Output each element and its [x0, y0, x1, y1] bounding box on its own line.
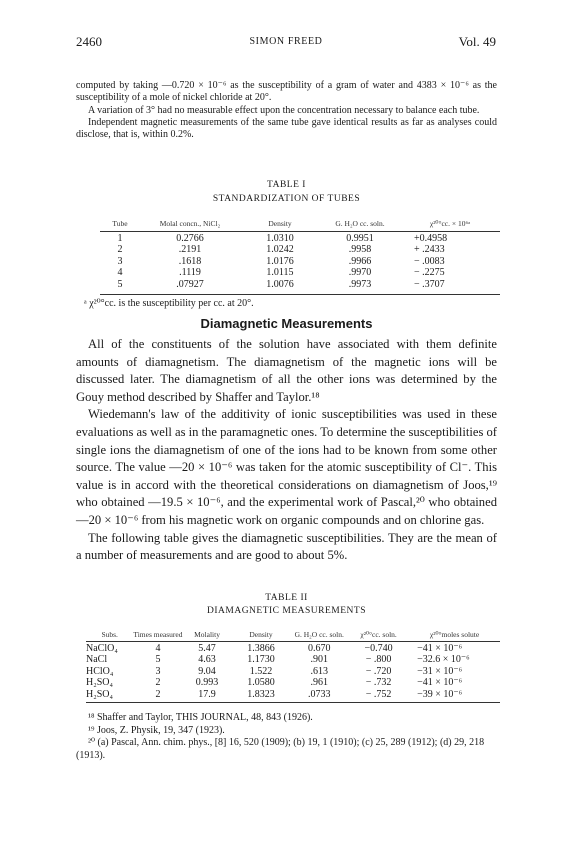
intro-paragraph-3: Independent magnetic measurements of the same tube gave identical results as far as analyses could disclose, that is, within 0.2%.: [76, 116, 497, 141]
table2-header-row: [86, 617, 500, 639]
page-number: 2460: [76, 34, 102, 49]
table1-cell: .2191: [178, 244, 202, 256]
table1-cell: 1.0242: [266, 244, 294, 256]
table2-cell: 1.1730: [247, 654, 275, 666]
volume-number: Vol. 49: [458, 34, 496, 49]
table2-cell: 1.522: [249, 665, 273, 677]
table2-row: [86, 643, 500, 654]
footnote-19: ¹⁹ Joos, Z. Physik, 19, 347 (1923).: [88, 724, 225, 736]
table2-cell: −0.740: [364, 643, 393, 654]
table1-cell: 1: [117, 233, 123, 244]
table1-header-cell: Tube: [112, 219, 128, 228]
table2-cell: 3: [155, 665, 161, 677]
table2-cell: −32.6 × 10⁻⁶: [417, 654, 470, 666]
table2-row: [86, 677, 500, 688]
table1-header-cell: Density: [268, 219, 292, 228]
table2-cell: 4: [155, 643, 161, 654]
table2: [86, 617, 500, 700]
table2-cell: 9.04: [198, 665, 216, 677]
table1-cell: .1618: [178, 255, 202, 267]
table2-cell: 2: [155, 688, 161, 700]
table1-header-rule: [100, 231, 500, 232]
table2-cell: 0.993: [195, 677, 219, 689]
table1-footnote: ᵃ χ²⁰°cc. is the susceptibility per cc. at 20°.: [84, 298, 254, 309]
table2-cell: − .752: [365, 688, 392, 700]
table1-cell: − .2275: [414, 267, 445, 279]
table1-cell: 3: [117, 255, 123, 267]
table2-header-cell: Times measured: [133, 630, 183, 639]
table2-row: [86, 654, 500, 665]
running-header: [76, 34, 496, 52]
table1-caption: STANDARDIZATION OF TUBES: [212, 194, 361, 204]
intro-paragraph-1: computed by taking —0.720 × 10⁻⁶ as the susceptibility of a gram of water and 4383 × 10⁻⁶ as the susceptibility of a mole of nickel chloride at 20°.: [76, 80, 497, 104]
table1-cell: 0.2766: [176, 233, 204, 244]
table1-cell: 4: [117, 267, 123, 279]
table1-header-row: [100, 206, 500, 228]
table2-header-cell: G. H₂O cc. soln.: [294, 630, 344, 639]
table2-cell: .961: [310, 677, 328, 689]
table1-header-cell: χ²⁰°cc. × 10⁶ᵃ: [429, 219, 471, 228]
table2-header-cell: Subs.: [101, 630, 118, 639]
footnote-18: ¹⁸ Shaffer and Taylor, THIS JOURNAL, 48, 843 (1926).: [88, 712, 313, 723]
table1-cell: + .2433: [414, 244, 445, 256]
table2-cell: − .800: [365, 654, 392, 666]
footnotes: [76, 712, 497, 762]
table1-cell: 0.9951: [346, 233, 374, 244]
table2-header-cell: Density: [249, 630, 273, 639]
table1-row: [100, 279, 500, 290]
table2-cell: 1.0580: [247, 677, 275, 689]
table1: [100, 206, 500, 290]
table2-cell: HClO₄: [86, 665, 114, 677]
table1-cell: 1.0310: [266, 233, 294, 244]
body-text: [76, 336, 497, 565]
table1-cell: .9966: [348, 255, 372, 267]
table1-cell: 1.0076: [266, 278, 294, 290]
table1-cell: .1119: [179, 267, 201, 279]
table2-cell: H₂SO₄: [86, 688, 113, 700]
table2-cell: 1.8323: [247, 688, 275, 700]
table1-cell: .9958: [348, 244, 372, 256]
table2-header-cell: χ²⁰°moles solute: [429, 630, 480, 639]
table2-cell: −41 × 10⁻⁶: [417, 677, 463, 689]
table1-header-cell: Molal concn., NiCl₂: [159, 219, 221, 228]
footnote-20: ²⁰ (a) Pascal, Ann. chim. phys., [8] 16, 520 (1909); (b) 19, 1 (1910); (c) 25, 289 (1912); (d) 29, 218 (1913).: [76, 737, 485, 761]
table1-row: [100, 256, 500, 267]
table1-cell: − .0083: [414, 255, 445, 267]
table1-cell: +0.4958: [414, 233, 448, 244]
table2-cell: NaClO₄: [86, 643, 118, 654]
table1-row: [100, 267, 500, 278]
table1-cell: .07927: [176, 278, 204, 290]
table2-cell: 1.3866: [247, 643, 275, 654]
table2-header-rule: [86, 641, 500, 642]
table1-cell: 5: [117, 278, 123, 290]
table1-cell: 1.0115: [266, 267, 294, 279]
table2-cell: − .720: [365, 665, 392, 677]
table2-row: [86, 689, 500, 700]
table1-row: [100, 244, 500, 255]
table1-cell: 1.0176: [266, 255, 294, 267]
table2-cell: −31 × 10⁻⁶: [417, 665, 463, 677]
table2-bottom-rule: [86, 702, 500, 703]
table2-cell: 2: [155, 677, 161, 689]
table2-header-cell: χ²⁰°cc. soln.: [360, 630, 397, 639]
table1-cell: .9973: [348, 278, 372, 290]
table1-cell: − .3707: [414, 278, 445, 290]
table2-caption: DIAMAGNETIC MEASUREMENTS: [207, 606, 366, 616]
table2-cell: .0733: [307, 688, 331, 700]
table2-cell: −39 × 10⁻⁶: [417, 688, 463, 700]
table2-cell: −41 × 10⁻⁶: [417, 643, 463, 654]
body-paragraph-2: Wiedemann's law of the additivity of ionic susceptibilities was used in these evaluations as well as in the paramagnetic ones. To determine the susceptibilities of single ions the diamagnetism of one of the ions had to be known from some other source. The value —20 × 10⁻⁶ was taken for the atomic susceptibility of Cl⁻. This value is in accord with the theoretical considerations on diamagnetism of Joos,¹⁹ who obtained —19.5 × 10⁻⁶, and the experimental work of Pascal,²⁰ who obtained —20 × 10⁻⁶ from his magnetic work on organic compounds and on chlorine gas.: [76, 407, 498, 527]
table1-header-cell: G. H₂O cc. soln.: [335, 219, 385, 228]
table2-cell: NaCl: [86, 654, 108, 666]
table1-bottom-rule: [100, 294, 500, 295]
table2-label: TABLE II: [265, 593, 308, 603]
table2-cell: 0.670: [307, 643, 331, 654]
table2-header-cell: Molality: [194, 630, 220, 639]
section-title: Diamagnetic Measurements: [200, 316, 373, 331]
intro-paragraph-2: A variation of 3° had no measurable effect upon the concentration necessary to balance each tube.: [88, 104, 480, 116]
table2-cell: 17.9: [198, 688, 216, 700]
table2-row: [86, 666, 500, 677]
table1-row: [100, 233, 500, 244]
table2-cell: 5: [155, 654, 161, 666]
running-author: SIMON FREED: [249, 36, 323, 47]
table1-cell: 2: [117, 244, 123, 256]
table1-cell: .9970: [348, 267, 372, 279]
intro-text: [76, 80, 497, 141]
body-paragraph-3: The following table gives the diamagnetic susceptibilities. They are the mean of a number of measurements and are good to about 5%.: [76, 530, 497, 563]
table2-cell: 5.47: [198, 643, 216, 654]
table2-cell: 4.63: [198, 654, 216, 666]
table2-cell: H₂SO₄: [86, 677, 113, 689]
table2-cell: − .732: [365, 677, 392, 689]
body-paragraph-1: All of the constituents of the solution have associated with them definite amounts of diamagnetism. The diamagnetism of the magnetic ions will be discussed later. The diamagnetism of all the other ions was determined by the Gouy method described by Shaffer and Taylor.¹⁸: [76, 337, 497, 404]
table2-cell: .901: [310, 654, 328, 666]
table2-cell: .613: [310, 665, 328, 677]
table1-label: TABLE I: [267, 180, 306, 190]
